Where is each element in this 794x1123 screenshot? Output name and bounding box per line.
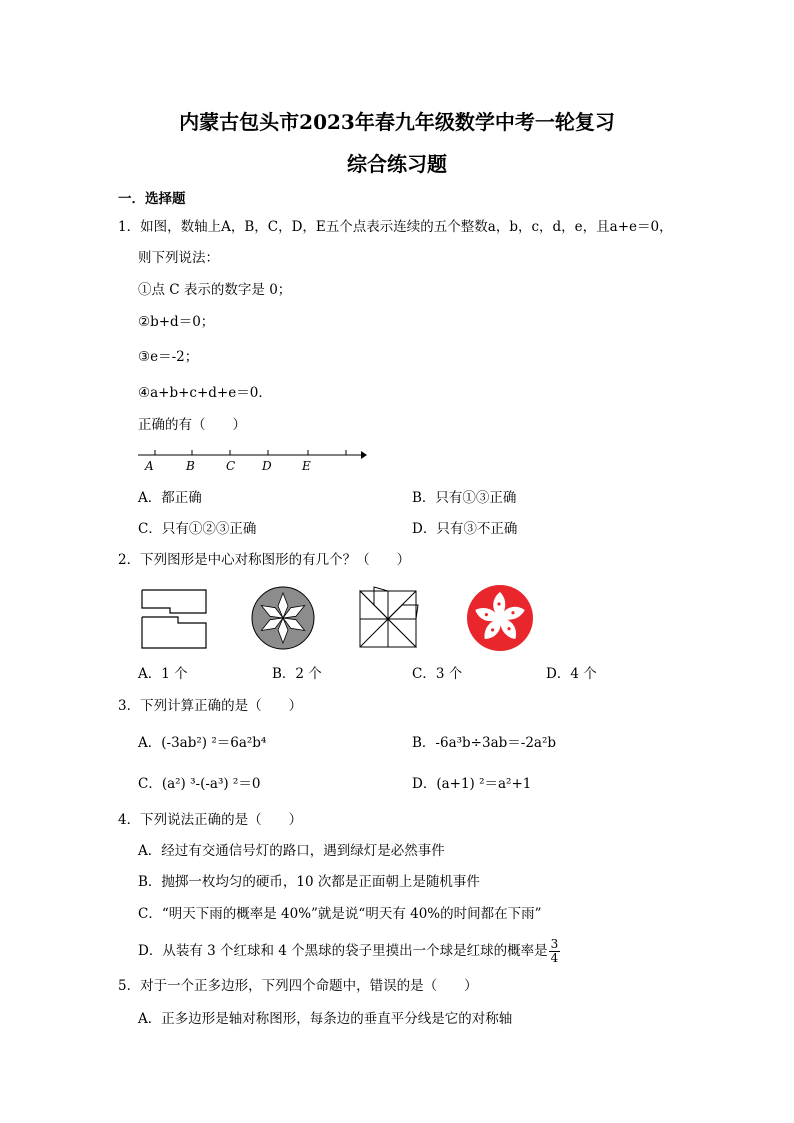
axis-label-c: C (226, 459, 236, 473)
doc-subtitle: 综合练习题 (347, 152, 447, 176)
q3-option-a[interactable]: A．(-3ab²) ²＝6a²b⁴ (138, 735, 267, 751)
figure-hexagram-circle (250, 585, 316, 651)
q1-statement-1: ①点 C 表示的数字是 0； (138, 282, 292, 298)
q3-option-d[interactable]: D．(a+1) ²＝a²+1 (412, 776, 532, 792)
q1-statement-2: ②b+d＝0； (138, 314, 215, 330)
q4-option-b[interactable]: B．抛掷一枚均匀的硬币，10 次都是正面朝上是随机事件 (138, 874, 480, 890)
q4-option-d-text: D．从装有 3 个红球和 4 个黑球的袋子里摸出一个球是红球的概率是 (138, 943, 548, 959)
figure-pinwheel (356, 585, 420, 649)
q2-option-a[interactable]: A．1 个 (138, 666, 188, 682)
q1-stem-line1: 1．如图，数轴上A，B，C，D，E五个点表示连续的五个整数a，b，c，d，e，且a+e＝0， (118, 219, 673, 235)
probability-fraction (549, 938, 561, 965)
q3-option-b[interactable]: B．-6a³b÷3ab＝-2a²b (412, 735, 557, 751)
q2-option-b[interactable]: B．2 个 (272, 666, 322, 682)
q1-stem-line2: 则下列说法： (138, 250, 219, 266)
number-line-figure (136, 445, 368, 475)
q4-option-a[interactable]: A．经过有交通信号灯的路口，遇到绿灯是必然事件 (138, 843, 445, 859)
axis-label-e: E (302, 459, 311, 473)
fraction-denominator: 4 (550, 951, 559, 965)
axis-label-b: B (186, 459, 195, 473)
fraction-numerator: 3 (550, 937, 559, 951)
q1-option-d[interactable]: D．只有③不正确 (412, 521, 518, 537)
q4-option-c[interactable]: C．“明天下雨的概率是 40%”就是说“明天有 40%的时间都在下雨” (138, 906, 542, 922)
q4-stem: 4．下列说法正确的是（ ） (118, 812, 303, 828)
section-heading: 一．选择题 (118, 191, 186, 207)
q3-option-c[interactable]: C．(a²) ³-(-a³) ²＝0 (138, 776, 261, 792)
figure-bauhinia-flag (466, 584, 534, 652)
axis-label-d: D (262, 459, 272, 473)
q5-stem: 5．对于一个正多边形，下列四个命题中，错误的是（ ） (118, 978, 478, 994)
axis-label-a: A (145, 459, 154, 473)
q1-option-c[interactable]: C．只有①②③正确 (138, 521, 257, 537)
q1-statement-4: ④a+b+c+d+e＝0． (138, 385, 272, 401)
q1-option-b[interactable]: B．只有①③正确 (412, 490, 517, 506)
q2-option-c[interactable]: C．3 个 (412, 666, 463, 682)
figure-notched-rectangle (140, 588, 208, 650)
q5-option-a[interactable]: A．正多边形是轴对称图形，每条边的垂直平分线是它的对称轴 (138, 1011, 513, 1027)
q2-stem: 2．下列图形是中心对称图形的有几个？（ ） (118, 552, 411, 568)
q3-stem: 3．下列计算正确的是（ ） (118, 698, 303, 714)
q1-option-a[interactable]: A．都正确 (138, 490, 202, 506)
q1-ask: 正确的有（ ） (138, 417, 246, 433)
doc-title: 内蒙古包头市2023年春九年级数学中考一轮复习 (179, 110, 615, 134)
q4-option-d[interactable] (138, 938, 560, 965)
q2-option-d[interactable]: D．4 个 (546, 666, 597, 682)
q1-statement-3: ③e＝-2； (138, 349, 199, 365)
